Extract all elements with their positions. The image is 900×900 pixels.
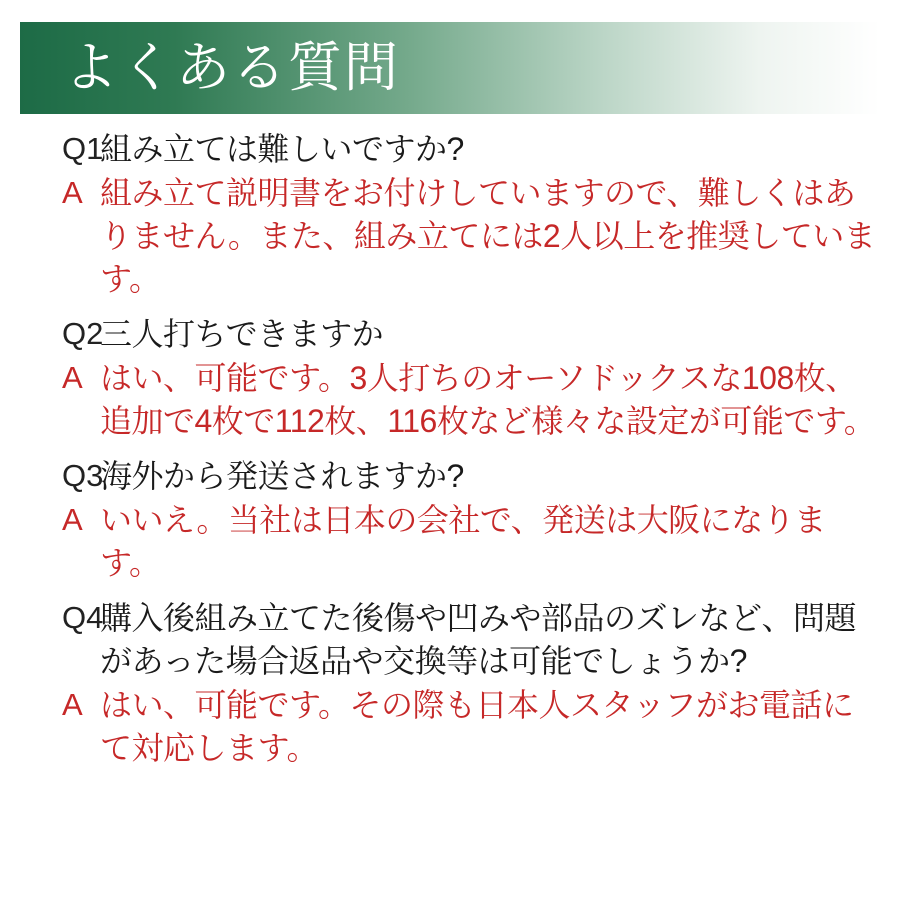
faq-list (20, 128, 880, 782)
question-text: 購入後組み立てた後傷や凹みや部品のズレなど、問題があった場合返品や交換等は可能でしょうか? (100, 600, 857, 679)
faq-item (20, 128, 880, 301)
question-marker: Q4 (62, 600, 104, 635)
faq-question-row (20, 455, 880, 498)
question-marker: Q2 (62, 316, 104, 351)
answer-text: 組み立て説明書をお付けしていますので、難しくはありません。また、組み立てには2人以上を推奨しています。 (100, 175, 876, 297)
faq-question-row (20, 128, 880, 171)
answer-marker: A (62, 502, 83, 537)
question-marker: Q1 (62, 131, 104, 166)
answer-marker: A (62, 175, 83, 210)
faq-answer-row (20, 499, 880, 585)
page-title: よくある質問 (64, 38, 400, 98)
faq-item (20, 313, 880, 443)
faq-answer-row (20, 357, 880, 443)
faq-question-row (20, 597, 880, 683)
faq-answer-row (20, 684, 880, 770)
question-text: 海外から発送されますか? (100, 458, 464, 494)
faq-answer-row (20, 172, 880, 301)
answer-text: はい、可能です。3人打ちのオーソドックスな108枚、追加で4枚で112枚、116枚など様々な設定が可能です。 (100, 360, 876, 439)
faq-item (20, 597, 880, 770)
question-marker: Q3 (62, 458, 104, 493)
answer-marker: A (62, 687, 83, 722)
answer-text: いいえ。当社は日本の会社で、発送は大阪になります。 (100, 502, 826, 581)
answer-text: はい、可能です。その際も日本人スタッフがお電話にて対応します。 (100, 687, 854, 766)
faq-item (20, 455, 880, 585)
header-banner (20, 22, 880, 114)
faq-question-row (20, 313, 880, 356)
question-text: 組み立ては難しいですか? (100, 131, 464, 167)
question-text: 三人打ちできますか (100, 316, 384, 352)
answer-marker: A (62, 360, 83, 395)
